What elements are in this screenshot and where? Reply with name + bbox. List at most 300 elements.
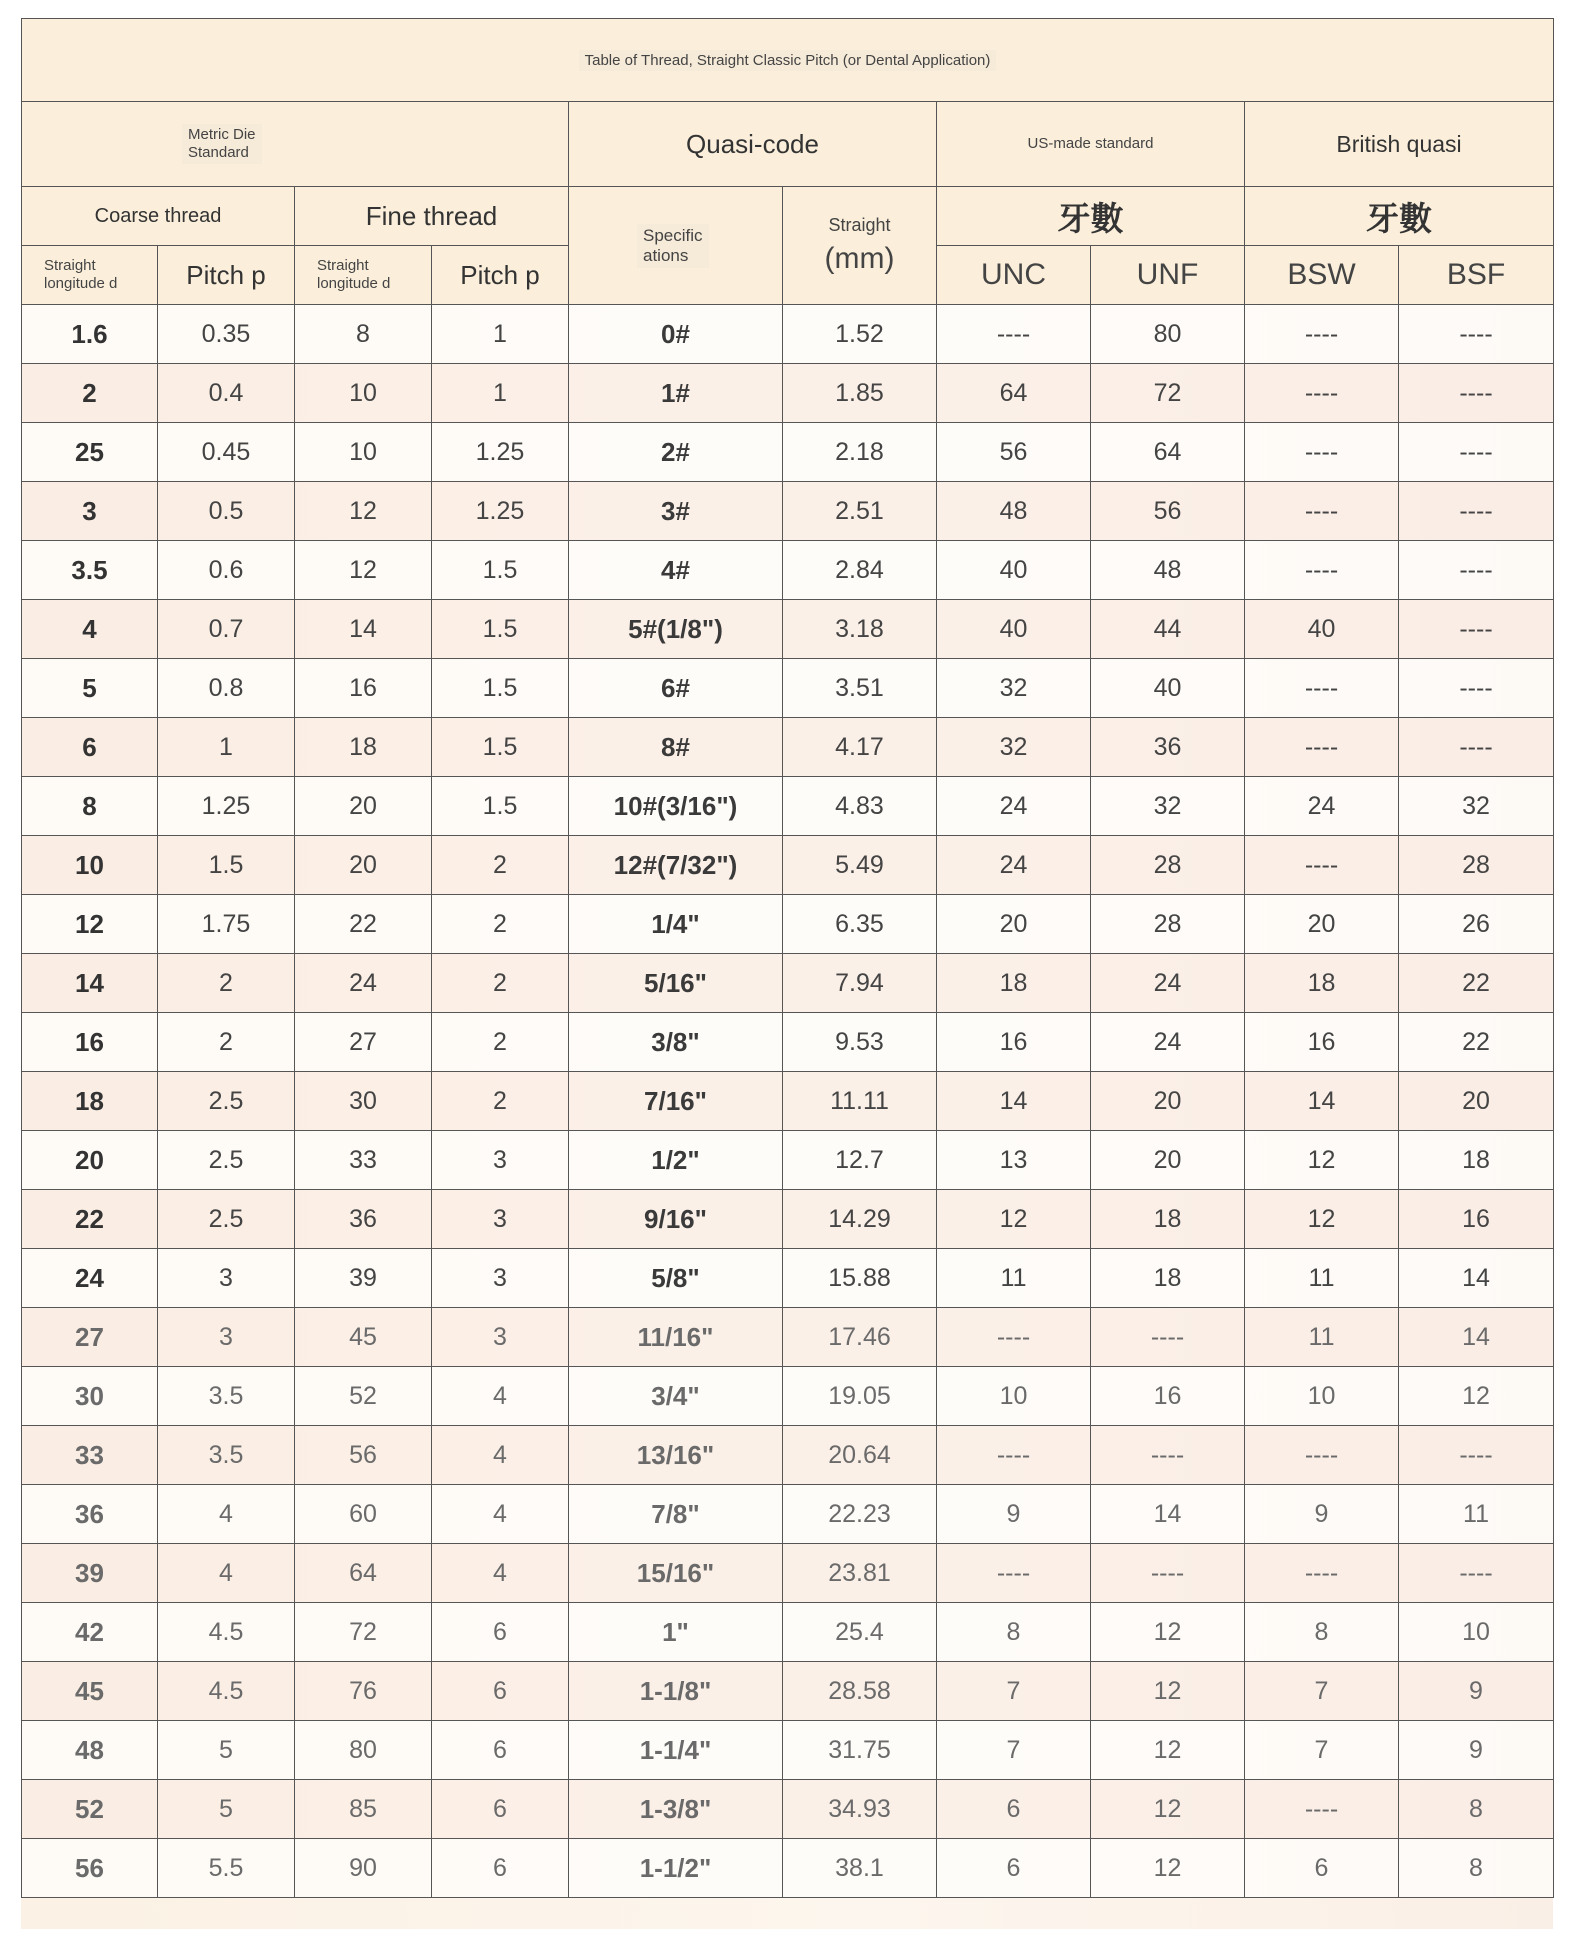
table-row: [22, 836, 1554, 895]
bsf-cell: 9: [1399, 1721, 1554, 1780]
table-row: [22, 1721, 1554, 1780]
unc-cell: 10: [937, 1367, 1091, 1426]
bsf-cell: 32: [1399, 777, 1554, 836]
fine-diameter-cell: 36: [295, 1190, 432, 1249]
coarse-pitch-cell: 4.5: [158, 1603, 295, 1662]
coarse-diameter-cell: 3.5: [22, 541, 158, 600]
fine-diameter-cell: 90: [295, 1839, 432, 1898]
fine-pitch-cell: 6: [432, 1662, 569, 1721]
bsw-cell: ----: [1245, 482, 1399, 541]
straight-mm-cell: 2.51: [783, 482, 937, 541]
unc-cell: ----: [937, 305, 1091, 364]
bsw-cell: 7: [1245, 1662, 1399, 1721]
quasi-code-cell: 1-3/8": [569, 1780, 783, 1839]
quasi-code-cell: 13/16": [569, 1426, 783, 1485]
unc-cell: 6: [937, 1780, 1091, 1839]
fine-pitch-cell: 6: [432, 1721, 569, 1780]
bsw-cell: ----: [1245, 364, 1399, 423]
bsw-cell: ----: [1245, 423, 1399, 482]
coarse-diameter-cell: 45: [22, 1662, 158, 1721]
fine-pitch-cell: 1.25: [432, 482, 569, 541]
fine-pitch-cell: 1.5: [432, 659, 569, 718]
quasi-code-cell: 5#(1/8"): [569, 600, 783, 659]
coarse-pitch-cell: 0.7: [158, 600, 295, 659]
fine-diameter-cell: 10: [295, 423, 432, 482]
bsf-cell: 26: [1399, 895, 1554, 954]
fine-pitch-cell: 1.5: [432, 541, 569, 600]
table-row: [22, 1072, 1554, 1131]
unc-cell: ----: [937, 1426, 1091, 1485]
quasi-code-cell: 1#: [569, 364, 783, 423]
bsw-cell: 20: [1245, 895, 1399, 954]
thread-table: [21, 18, 1554, 1898]
bsf-cell: ----: [1399, 718, 1554, 777]
fine-diameter-cell: 45: [295, 1308, 432, 1367]
fine-pitch-cell: 1.5: [432, 718, 569, 777]
unf-cell: 12: [1091, 1721, 1245, 1780]
table-row: [22, 423, 1554, 482]
table-title-text: Table of Thread, Straight Classic Pitch (or Dental Application): [579, 50, 997, 71]
unc-cell: 20: [937, 895, 1091, 954]
bsw-header: [1245, 246, 1399, 305]
fine-diameter-cell: 20: [295, 836, 432, 895]
unf-cell: 20: [1091, 1131, 1245, 1190]
bsw-cell: 24: [1245, 777, 1399, 836]
table-row: [22, 1839, 1554, 1898]
bsw-cell: ----: [1245, 1426, 1399, 1485]
unc-cell: 56: [937, 423, 1091, 482]
table-row: [22, 1426, 1554, 1485]
coarse-diameter-cell: 33: [22, 1426, 158, 1485]
unc-cell: 48: [937, 482, 1091, 541]
fine-diameter-cell: 72: [295, 1603, 432, 1662]
bsw-cell: 6: [1245, 1839, 1399, 1898]
fine-diameter-cell: 30: [295, 1072, 432, 1131]
quasi-code-cell: 2#: [569, 423, 783, 482]
fine-pitch-cell: 6: [432, 1780, 569, 1839]
unf-cell: ----: [1091, 1426, 1245, 1485]
us-standard-label: US-made standard: [1027, 135, 1154, 152]
quasi-code-cell: 6#: [569, 659, 783, 718]
straight-mm-cell: 4.83: [783, 777, 937, 836]
british-quasi-header: [1245, 102, 1554, 187]
bsw-cell: 7: [1245, 1721, 1399, 1780]
coarse-pitch-cell: 4: [158, 1544, 295, 1603]
unf-cell: 72: [1091, 364, 1245, 423]
quasi-code-cell: 1/4": [569, 895, 783, 954]
bsf-cell: 11: [1399, 1485, 1554, 1544]
straight-mm-cell: 4.17: [783, 718, 937, 777]
bsf-cell: 14: [1399, 1249, 1554, 1308]
unf-cell: 36: [1091, 718, 1245, 777]
bsw-cell: 10: [1245, 1367, 1399, 1426]
quasi-code-cell: 3/8": [569, 1013, 783, 1072]
coarse-diameter-cell: 3: [22, 482, 158, 541]
quasi-code-cell: 1-1/4": [569, 1721, 783, 1780]
straight-mm-cell: 6.35: [783, 895, 937, 954]
coarse-diameter-cell: 22: [22, 1190, 158, 1249]
unc-cell: 7: [937, 1721, 1091, 1780]
bsf-label: BSF: [1446, 258, 1506, 291]
fine-diameter-cell: 80: [295, 1721, 432, 1780]
unf-cell: 16: [1091, 1367, 1245, 1426]
fine-diameter-cell: 12: [295, 482, 432, 541]
unf-cell: 32: [1091, 777, 1245, 836]
unc-label: UNC: [981, 258, 1046, 291]
fine-pitch-cell: 3: [432, 1308, 569, 1367]
straight-mm-cell: 19.05: [783, 1367, 937, 1426]
quasi-code-cell: 12#(7/32"): [569, 836, 783, 895]
unc-cell: 40: [937, 600, 1091, 659]
fine-diameter-cell: 24: [295, 954, 432, 1013]
unf-cell: 28: [1091, 895, 1245, 954]
bsf-cell: 22: [1399, 1013, 1554, 1072]
straight-mm-cell: 9.53: [783, 1013, 937, 1072]
fine-pitch-cell: 1.25: [432, 423, 569, 482]
coarse-diameter-cell: 20: [22, 1131, 158, 1190]
bsf-cell: 28: [1399, 836, 1554, 895]
fine-pitch-cell: 2: [432, 1013, 569, 1072]
unc-cell: 32: [937, 659, 1091, 718]
unc-cell: 18: [937, 954, 1091, 1013]
bsw-cell: ----: [1245, 1780, 1399, 1839]
unf-label: UNF: [1136, 258, 1199, 291]
straight-mm-cell: 34.93: [783, 1780, 937, 1839]
coarse-diameter-label: Straight longitude d: [44, 257, 118, 292]
straight-mm-cell: 23.81: [783, 1544, 937, 1603]
coarse-diameter-cell: 48: [22, 1721, 158, 1780]
coarse-diameter-cell: 39: [22, 1544, 158, 1603]
straight-mm-cell: 20.64: [783, 1426, 937, 1485]
quasi-code-cell: 9/16": [569, 1190, 783, 1249]
unf-cell: 12: [1091, 1603, 1245, 1662]
unf-cell: ----: [1091, 1308, 1245, 1367]
table-row: [22, 1485, 1554, 1544]
coarse-pitch-cell: 3.5: [158, 1426, 295, 1485]
metric-die-standard-header: [22, 102, 569, 187]
specifications-header: [569, 187, 783, 305]
coarse-thread-label: Coarse thread: [94, 204, 222, 227]
fine-diameter-cell: 14: [295, 600, 432, 659]
quasi-code-header: [569, 102, 937, 187]
unf-cell: 14: [1091, 1485, 1245, 1544]
bsf-cell: 16: [1399, 1190, 1554, 1249]
bsw-cell: 8: [1245, 1603, 1399, 1662]
table-row: [22, 1190, 1554, 1249]
straight-mm-cell: 1.85: [783, 364, 937, 423]
table-row: [22, 364, 1554, 423]
coarse-pitch-cell: 4.5: [158, 1662, 295, 1721]
bsw-cell: ----: [1245, 541, 1399, 600]
table-row: [22, 1603, 1554, 1662]
table-row: [22, 305, 1554, 364]
coarse-pitch-cell: 5.5: [158, 1839, 295, 1898]
straight-mm-cell: 11.11: [783, 1072, 937, 1131]
bsf-cell: 9: [1399, 1662, 1554, 1721]
coarse-diameter-cell: 8: [22, 777, 158, 836]
unf-cell: 40: [1091, 659, 1245, 718]
bsf-cell: ----: [1399, 541, 1554, 600]
coarse-pitch-header: [158, 246, 295, 305]
coarse-pitch-cell: 0.45: [158, 423, 295, 482]
table-row: [22, 1780, 1554, 1839]
straight-mm-cell: 25.4: [783, 1603, 937, 1662]
fine-diameter-cell: 56: [295, 1426, 432, 1485]
coarse-pitch-cell: 1.25: [158, 777, 295, 836]
quasi-code-label: Quasi-code: [686, 128, 819, 159]
unc-cell: 6: [937, 1839, 1091, 1898]
fine-diameter-label: Straight longitude d: [317, 257, 391, 292]
us-teeth-label: 牙數: [1057, 198, 1124, 238]
bsw-cell: 16: [1245, 1013, 1399, 1072]
quasi-code-cell: 1-1/8": [569, 1662, 783, 1721]
straight-mm-cell: 14.29: [783, 1190, 937, 1249]
straight-mm-cell: 15.88: [783, 1249, 937, 1308]
bsw-cell: 12: [1245, 1190, 1399, 1249]
bsf-cell: 20: [1399, 1072, 1554, 1131]
fine-pitch-cell: 4: [432, 1367, 569, 1426]
unf-cell: 12: [1091, 1662, 1245, 1721]
specifications-label: Specific ations: [637, 224, 709, 268]
coarse-pitch-cell: 0.4: [158, 364, 295, 423]
straight-mm-cell: 2.18: [783, 423, 937, 482]
unf-cell: 80: [1091, 305, 1245, 364]
fine-pitch-cell: 2: [432, 895, 569, 954]
us-standard-header: [937, 102, 1245, 187]
quasi-code-cell: 11/16": [569, 1308, 783, 1367]
unc-cell: 11: [937, 1249, 1091, 1308]
quasi-code-cell: 4#: [569, 541, 783, 600]
table-row: [22, 659, 1554, 718]
fine-diameter-cell: 64: [295, 1544, 432, 1603]
unc-cell: 14: [937, 1072, 1091, 1131]
table-row: [22, 1013, 1554, 1072]
table-row: [22, 1367, 1554, 1426]
coarse-pitch-cell: 2.5: [158, 1190, 295, 1249]
table-row: [22, 541, 1554, 600]
unc-cell: 12: [937, 1190, 1091, 1249]
coarse-diameter-cell: 2: [22, 364, 158, 423]
unc-cell: 40: [937, 541, 1091, 600]
coarse-diameter-cell: 16: [22, 1013, 158, 1072]
straight-mm-cell: 31.75: [783, 1721, 937, 1780]
bsw-cell: ----: [1245, 1544, 1399, 1603]
coarse-pitch-cell: 1.5: [158, 836, 295, 895]
fine-pitch-cell: 1: [432, 364, 569, 423]
coarse-pitch-cell: 2.5: [158, 1072, 295, 1131]
us-teeth-header: [937, 187, 1245, 246]
straight-mm-cell: 5.49: [783, 836, 937, 895]
coarse-pitch-cell: 1: [158, 718, 295, 777]
fine-diameter-cell: 18: [295, 718, 432, 777]
quasi-code-cell: 5/16": [569, 954, 783, 1013]
coarse-pitch-cell: 5: [158, 1780, 295, 1839]
unc-cell: 24: [937, 836, 1091, 895]
coarse-pitch-cell: 0.6: [158, 541, 295, 600]
coarse-pitch-cell: 0.8: [158, 659, 295, 718]
quasi-code-cell: 1-1/2": [569, 1839, 783, 1898]
bsw-label: BSW: [1287, 258, 1356, 291]
straight-mm-cell: 7.94: [783, 954, 937, 1013]
straight-mm-cell: 1.52: [783, 305, 937, 364]
coarse-diameter-cell: 36: [22, 1485, 158, 1544]
table-row: [22, 895, 1554, 954]
coarse-diameter-cell: 12: [22, 895, 158, 954]
fine-pitch-cell: 2: [432, 836, 569, 895]
unc-cell: 32: [937, 718, 1091, 777]
quasi-code-cell: 3#: [569, 482, 783, 541]
unf-cell: 28: [1091, 836, 1245, 895]
coarse-diameter-cell: 10: [22, 836, 158, 895]
fine-diameter-cell: 60: [295, 1485, 432, 1544]
table-row: [22, 1249, 1554, 1308]
fine-pitch-cell: 1.5: [432, 600, 569, 659]
coarse-pitch-label: Pitch p: [186, 259, 266, 290]
bsf-cell: ----: [1399, 659, 1554, 718]
bsw-cell: 18: [1245, 954, 1399, 1013]
table-row: [22, 482, 1554, 541]
fine-pitch-cell: 3: [432, 1190, 569, 1249]
fine-pitch-cell: 4: [432, 1485, 569, 1544]
fine-diameter-cell: 39: [295, 1249, 432, 1308]
coarse-diameter-cell: 6: [22, 718, 158, 777]
unf-cell: ----: [1091, 1544, 1245, 1603]
bsf-cell: 10: [1399, 1603, 1554, 1662]
unf-cell: 56: [1091, 482, 1245, 541]
unc-cell: 8: [937, 1603, 1091, 1662]
straight-unit-label: (mm): [824, 241, 895, 275]
bsw-cell: 9: [1245, 1485, 1399, 1544]
fine-diameter-cell: 20: [295, 777, 432, 836]
bsf-cell: ----: [1399, 305, 1554, 364]
unc-cell: 13: [937, 1131, 1091, 1190]
quasi-code-cell: 1/2": [569, 1131, 783, 1190]
unf-cell: 18: [1091, 1190, 1245, 1249]
table-row: [22, 777, 1554, 836]
unf-cell: 12: [1091, 1839, 1245, 1898]
fine-diameter-cell: 12: [295, 541, 432, 600]
coarse-diameter-cell: 1.6: [22, 305, 158, 364]
quasi-code-cell: 7/8": [569, 1485, 783, 1544]
metric-die-standard-label: Metric Die Standard: [182, 124, 262, 164]
fine-pitch-cell: 3: [432, 1249, 569, 1308]
coarse-diameter-header: [22, 246, 158, 305]
fine-thread-header: [295, 187, 569, 246]
straight-mm-cell: 3.18: [783, 600, 937, 659]
unf-header: [1091, 246, 1245, 305]
table-row: [22, 718, 1554, 777]
coarse-diameter-cell: 27: [22, 1308, 158, 1367]
fine-diameter-cell: 52: [295, 1367, 432, 1426]
straight-mm-cell: 3.51: [783, 659, 937, 718]
table-row: [22, 954, 1554, 1013]
coarse-pitch-cell: 3.5: [158, 1367, 295, 1426]
fine-diameter-cell: 33: [295, 1131, 432, 1190]
fine-diameter-header: [295, 246, 432, 305]
fine-pitch-cell: 6: [432, 1839, 569, 1898]
straight-mm-cell: 22.23: [783, 1485, 937, 1544]
table-title: [22, 19, 1554, 102]
table-row: [22, 1131, 1554, 1190]
quasi-code-cell: 10#(3/16"): [569, 777, 783, 836]
fine-pitch-cell: 4: [432, 1426, 569, 1485]
bsf-cell: ----: [1399, 364, 1554, 423]
fine-diameter-cell: 27: [295, 1013, 432, 1072]
bsw-cell: ----: [1245, 659, 1399, 718]
unc-cell: ----: [937, 1544, 1091, 1603]
unf-cell: 44: [1091, 600, 1245, 659]
fine-thread-label: Fine thread: [365, 200, 498, 231]
fine-pitch-label: Pitch p: [460, 259, 540, 290]
table-row: [22, 1308, 1554, 1367]
bsw-cell: ----: [1245, 718, 1399, 777]
fine-pitch-cell: 6: [432, 1603, 569, 1662]
coarse-pitch-cell: 3: [158, 1249, 295, 1308]
straight-mm-cell: 2.84: [783, 541, 937, 600]
unf-cell: 12: [1091, 1780, 1245, 1839]
unc-header: [937, 246, 1091, 305]
fine-pitch-cell: 1.5: [432, 777, 569, 836]
coarse-diameter-cell: 52: [22, 1780, 158, 1839]
bsf-cell: 14: [1399, 1308, 1554, 1367]
coarse-pitch-cell: 3: [158, 1308, 295, 1367]
bsw-cell: 40: [1245, 600, 1399, 659]
coarse-pitch-cell: 0.5: [158, 482, 295, 541]
british-teeth-header: [1245, 187, 1554, 246]
coarse-thread-header: [22, 187, 295, 246]
bsf-header: [1399, 246, 1554, 305]
bsw-cell: 12: [1245, 1131, 1399, 1190]
unf-cell: 48: [1091, 541, 1245, 600]
quasi-code-cell: 3/4": [569, 1367, 783, 1426]
unc-cell: 9: [937, 1485, 1091, 1544]
quasi-code-cell: 5/8": [569, 1249, 783, 1308]
coarse-diameter-cell: 25: [22, 423, 158, 482]
unf-cell: 20: [1091, 1072, 1245, 1131]
quasi-code-cell: 8#: [569, 718, 783, 777]
coarse-diameter-cell: 5: [22, 659, 158, 718]
coarse-pitch-cell: 1.75: [158, 895, 295, 954]
coarse-diameter-cell: 42: [22, 1603, 158, 1662]
quasi-code-cell: 7/16": [569, 1072, 783, 1131]
unc-cell: ----: [937, 1308, 1091, 1367]
fine-pitch-header: [432, 246, 569, 305]
british-quasi-label: British quasi: [1336, 130, 1462, 157]
unf-cell: 24: [1091, 954, 1245, 1013]
bsf-cell: 18: [1399, 1131, 1554, 1190]
fine-pitch-cell: 2: [432, 1072, 569, 1131]
coarse-diameter-cell: 14: [22, 954, 158, 1013]
bsf-cell: ----: [1399, 482, 1554, 541]
table-row: [22, 1662, 1554, 1721]
unc-cell: 64: [937, 364, 1091, 423]
straight-mm-cell: 12.7: [783, 1131, 937, 1190]
straight-mm-cell: 28.58: [783, 1662, 937, 1721]
bsw-cell: 11: [1245, 1249, 1399, 1308]
coarse-diameter-cell: 24: [22, 1249, 158, 1308]
quasi-code-cell: 1": [569, 1603, 783, 1662]
coarse-diameter-cell: 30: [22, 1367, 158, 1426]
unf-cell: 24: [1091, 1013, 1245, 1072]
bsf-cell: ----: [1399, 423, 1554, 482]
unc-cell: 7: [937, 1662, 1091, 1721]
coarse-pitch-cell: 0.35: [158, 305, 295, 364]
bsw-cell: ----: [1245, 836, 1399, 895]
bsf-cell: 8: [1399, 1780, 1554, 1839]
coarse-diameter-cell: 56: [22, 1839, 158, 1898]
straight-mm-cell: 38.1: [783, 1839, 937, 1898]
fine-diameter-cell: 22: [295, 895, 432, 954]
